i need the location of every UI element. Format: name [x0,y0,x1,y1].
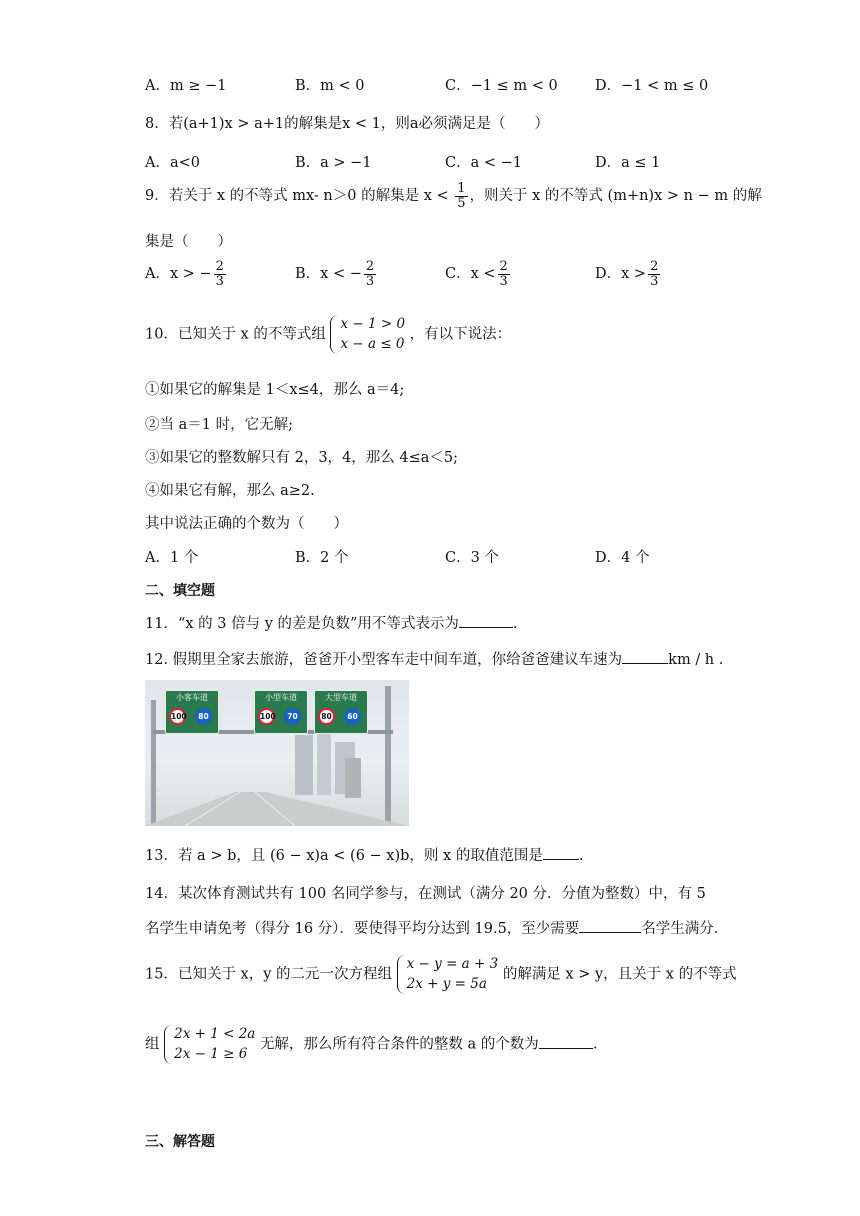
q8-stem: 8．若(a+1)x > a+1的解集是x < 1，则a必须满足是（ ） [145,116,550,132]
q12-unit: km / h . [668,652,724,668]
building-2 [317,725,331,795]
q14-text: 名学生申请免考（得分 16 分）．要使得平均分达到 19.5，至少需要 [145,921,580,937]
q9-option-a-fraction [214,260,226,288]
q10-statement-3: ③如果它的整数解只有 2，3，4，那么 4≤a＜5; [145,450,459,466]
building-4 [345,758,361,798]
q15-text-a: 15．已知关于 x，y 的二元一次方程组 [145,966,393,983]
q9-frac-denominator: 5 [457,195,466,211]
q9-option-b-den: 3 [365,273,375,289]
q9-option-a-num: 2 [215,259,224,274]
q10-option-d: D．4 个 [595,550,650,566]
q9-stem-cont: 集是（ ） [145,234,232,250]
q14-line-2 [145,917,718,938]
q15-line-2 [145,1025,597,1064]
q13-text: 13．若 a > b，且 (6 − x)a < (6 − x)b，则 x 的取值范围是 [145,848,543,864]
q11-text: 11．“x 的 3 倍与 y 的差是负数”用不等式表示为 [145,616,459,632]
q10-sys-row-2: x − a ≤ 0 [340,335,405,352]
section-solve-heading: 三、解答题 [145,1134,215,1150]
q10-statement-1: ①如果它的解集是 1＜x≤4，那么 a＝4; [145,382,405,398]
q10-stem [145,315,511,354]
q14-answer-blank[interactable] [579,918,641,933]
q15-eq-row-1: x − y = a + 3 [406,956,499,972]
q10-option-b: B．2 个 [295,550,349,566]
lane-sign-middle [254,690,308,734]
lane-sign-right-min-speed: 60 [344,708,361,725]
q10-stem-part-a: 10．已知关于 x 的不等式组 [145,326,326,343]
q9-option-b-prefix: B．x < − [295,266,362,283]
q9-option-d-prefix: D．x > [595,266,647,283]
q10-option-c: C．3 个 [445,550,499,566]
road-surface [145,792,409,826]
q10-statement-2: ②当 a＝1 时，它无解; [145,417,293,433]
q8-option-d: D．a ≤ 1 [595,155,661,171]
q15-answer-blank[interactable] [539,1034,593,1049]
q9-option-a-den: 3 [215,273,224,289]
q10-inequality-system [330,315,405,354]
q10-statement-4: ④如果它有解，那么 a≥2. [145,483,315,499]
q15-text-b: 的解满足 x > y，且关于 x 的不等式 [502,966,737,983]
q9-fraction [455,182,467,210]
q9-option-c-num: 2 [499,259,508,274]
q9-stem [145,182,762,210]
q8-option-a: A．a<0 [145,155,200,171]
q15-line-1 [145,955,737,994]
lane-sign-left [165,690,219,734]
lane-sign-middle-label: 小型车道 [265,693,297,702]
q9-option-d-den: 3 [650,273,659,289]
q15-text-c: 组 [145,1036,160,1053]
lane-sign-right-label: 大型车道 [325,693,357,702]
q13 [145,844,583,865]
q15-inequality-system [164,1025,255,1064]
q9-stem-part-a: 9．若关于 x 的不等式 mx- n＞0 的解集是 x < [145,188,449,205]
q10-question: 其中说法正确的个数为（ ） [145,516,348,532]
q14-line-1: 14．某次体育测试共有 100 名同学参与，在测试（满分 20 分．分值为整数）中，有 5 [145,886,706,902]
q9-option-b [295,260,378,288]
q12-text: 12. 假期里全家去旅游，爸爸开小型客车走中间车道，你给爸爸建议车速为 [145,652,623,668]
q9-option-c-prefix: C．x < [445,266,496,283]
q9-option-d [595,260,662,288]
q9-option-c-fraction [498,260,510,288]
q9-option-d-fraction [648,260,660,288]
lane-sign-middle-max-speed: 100 [258,708,275,725]
lane-sign-middle-min-speed: 70 [284,708,301,725]
lane-sign-right-max-speed: 80 [318,708,335,725]
q7-option-a: A．m ≥ −1 [145,78,227,94]
q8-option-c: C．a < −1 [445,155,522,171]
lane-sign-right [314,690,368,734]
q14-text-end: 名学生满分. [641,921,719,937]
lane-sign-left-min-speed: 80 [195,708,212,725]
lane-sign-left-max-speed: 100 [169,708,186,725]
q13-period: . [578,848,584,864]
q11 [145,612,518,633]
q9-stem-part-b: ，则关于 x 的不等式 (m+n)x > n − m 的解 [469,188,762,205]
q7-option-d: D．−1 < m ≤ 0 [595,78,709,94]
q15-equation-system [397,955,499,994]
right-pole [385,686,391,826]
q12 [145,648,723,669]
q11-answer-blank[interactable] [459,613,513,628]
q11-period: . [512,616,518,632]
q10-sys-row-1: x − 1 > 0 [340,316,406,332]
highway-lane-signs-photo [145,680,409,826]
q15-ineq-row-2: 2x − 1 ≥ 6 [174,1045,248,1062]
q15-eq-row-2: 2x + y = 5a [406,975,487,992]
q9-option-c-den: 3 [499,273,508,289]
q9-option-b-fraction [364,260,376,288]
q8-option-b: B．a > −1 [295,155,372,171]
q9-option-a-prefix: A．x > − [145,266,212,283]
lane-sign-left-label: 小客车道 [176,693,208,702]
q10-stem-part-b: ，有以下说法： [409,326,512,343]
q7-option-b: B．m < 0 [295,78,365,94]
q10-option-a: A．1 个 [145,550,199,566]
q15-period: . [592,1036,598,1053]
building-1 [295,735,313,795]
section-fill-in-heading: 二、填空题 [145,583,215,599]
q7-option-c: C．−1 ≤ m < 0 [445,78,558,94]
q9-option-d-num: 2 [650,259,659,274]
q15-ineq-row-1: 2x + 1 < 2a [174,1026,256,1042]
q9-frac-numerator: 1 [457,181,466,196]
q12-answer-blank[interactable] [622,649,668,664]
q13-answer-blank[interactable] [543,845,579,860]
q9-option-c [445,260,512,288]
q15-text-d: 无解，那么所有符合条件的整数 a 的个数为 [259,1036,539,1053]
q9-option-b-num: 2 [365,259,375,274]
left-pole [151,700,156,826]
q9-option-a [145,260,228,288]
